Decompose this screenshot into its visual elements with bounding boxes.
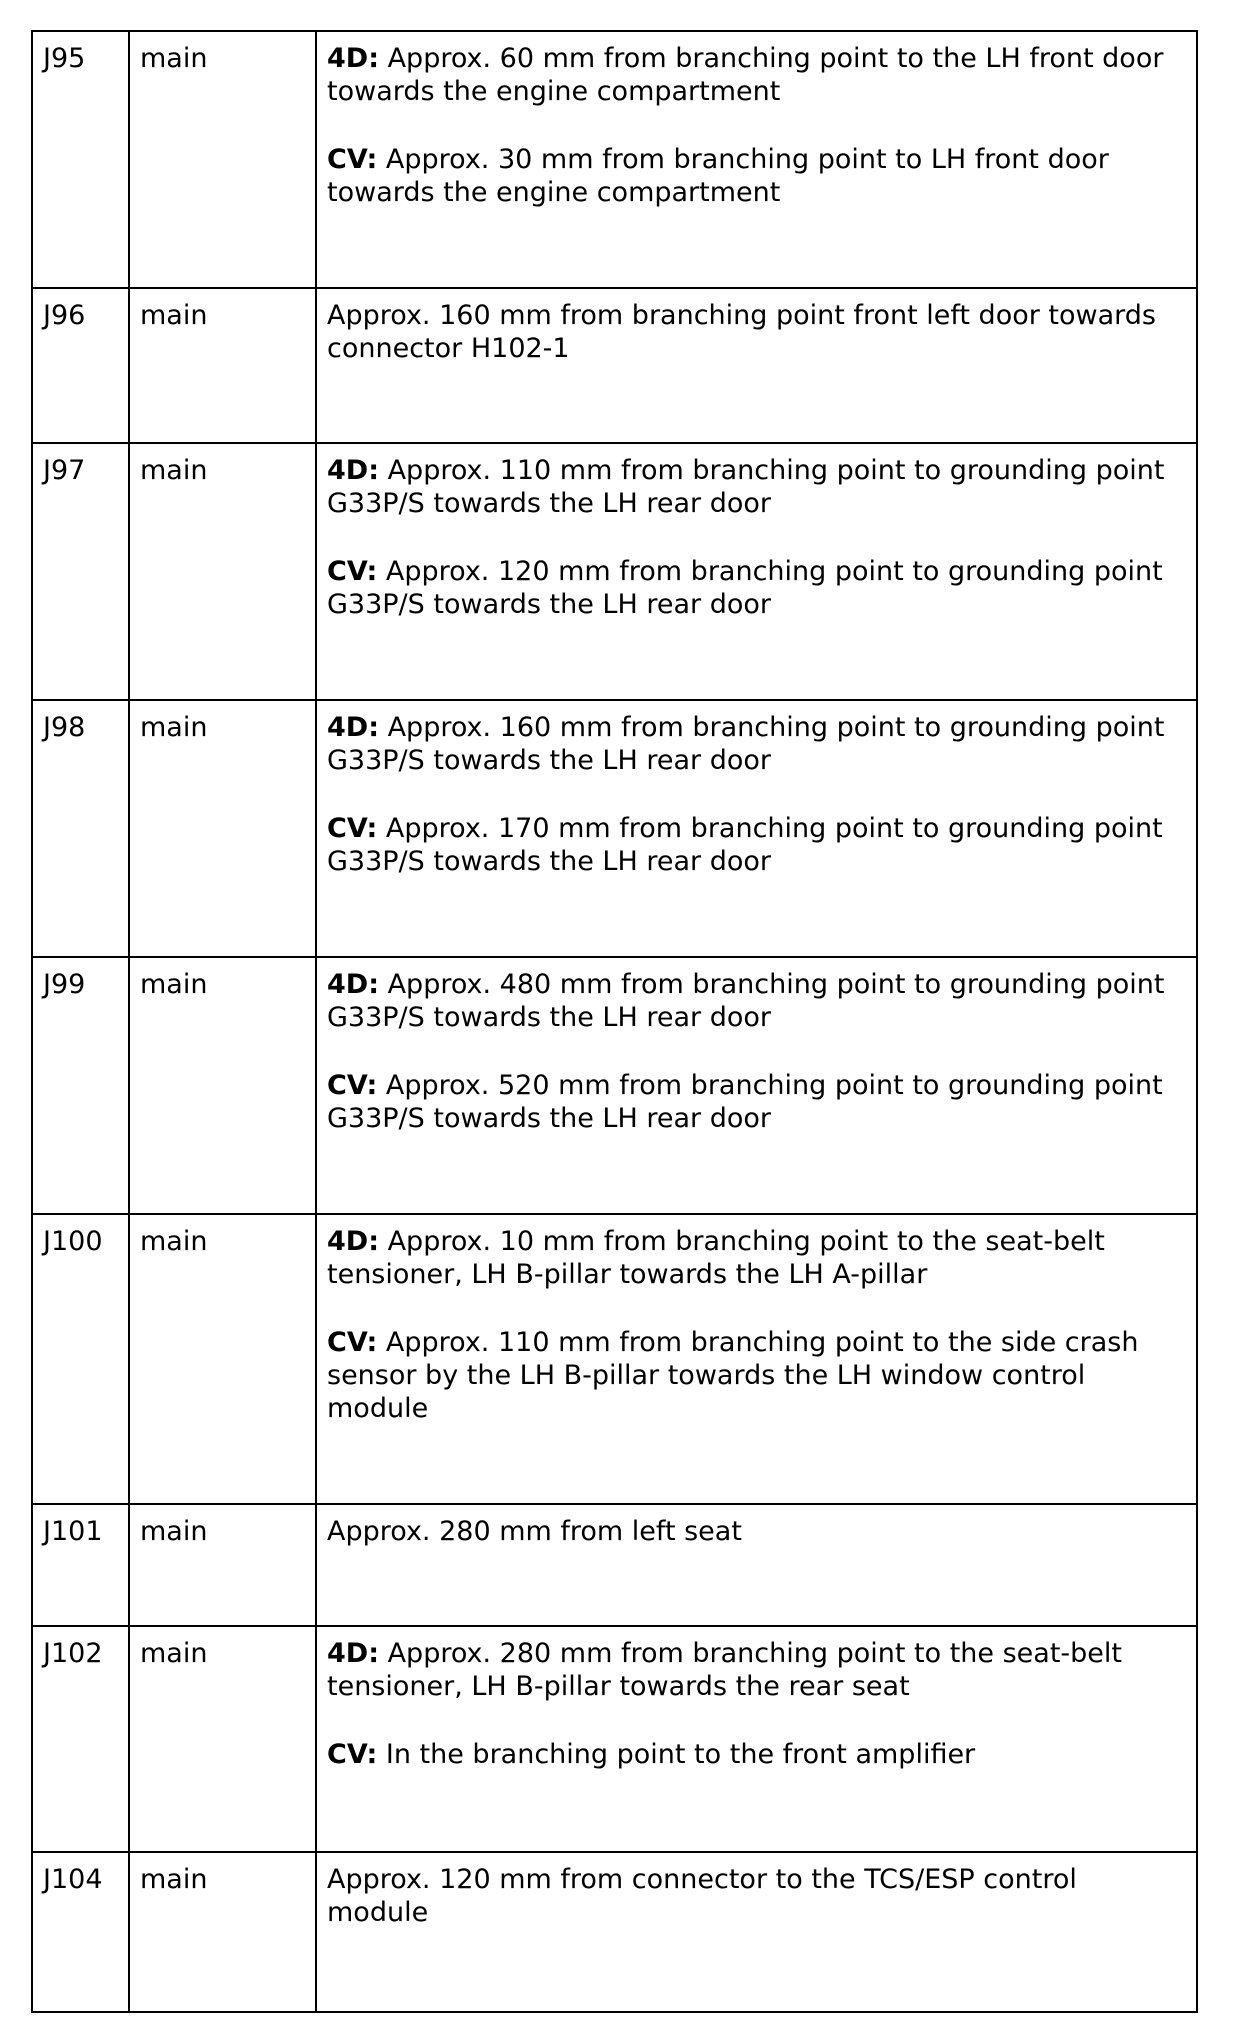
harness-cell: main bbox=[129, 1852, 316, 2012]
variant-prefix: CV: bbox=[327, 813, 378, 844]
location-text: Approx. 170 mm from branching point to grounding point G33P/S towards the LH rear door bbox=[327, 813, 1163, 877]
harness-cell: main bbox=[129, 700, 316, 957]
location-text: Approx. 280 mm from branching point to the seat-belt tensioner, LH B-pillar towards the rear seat bbox=[327, 1638, 1122, 1702]
splice-id-cell: J102 bbox=[32, 1626, 129, 1852]
location-paragraph bbox=[327, 1637, 1186, 1703]
location-paragraph bbox=[327, 555, 1186, 621]
location-paragraph bbox=[327, 812, 1186, 878]
location-paragraph bbox=[327, 1863, 1186, 1929]
splice-id-cell: J96 bbox=[32, 288, 129, 443]
location-paragraph bbox=[327, 1738, 1186, 1771]
location-text: Approx. 120 mm from connector to the TCS/ESP control module bbox=[327, 1864, 1077, 1928]
location-cell bbox=[316, 1852, 1197, 2012]
location-text: Approx. 160 mm from branching point to grounding point G33P/S towards the LH rear door bbox=[327, 712, 1165, 776]
location-paragraph bbox=[327, 143, 1186, 209]
location-text: Approx. 30 mm from branching point to LH front door towards the engine compartment bbox=[327, 144, 1109, 208]
table-row bbox=[32, 957, 1197, 1214]
location-paragraph bbox=[327, 454, 1186, 520]
table-row bbox=[32, 1852, 1197, 2012]
location-paragraph bbox=[327, 42, 1186, 108]
splice-id-cell: J101 bbox=[32, 1504, 129, 1626]
location-cell bbox=[316, 1504, 1197, 1626]
splice-id-cell: J98 bbox=[32, 700, 129, 957]
splice-id-cell: J100 bbox=[32, 1214, 129, 1504]
location-text: Approx. 280 mm from left seat bbox=[327, 1516, 742, 1547]
location-paragraph bbox=[327, 1515, 1186, 1548]
location-paragraph bbox=[327, 299, 1186, 365]
harness-cell: main bbox=[129, 957, 316, 1214]
variant-prefix: 4D: bbox=[327, 1226, 379, 1257]
harness-cell: main bbox=[129, 288, 316, 443]
location-cell bbox=[316, 700, 1197, 957]
location-paragraph bbox=[327, 1326, 1186, 1425]
location-cell bbox=[316, 1214, 1197, 1504]
harness-cell: main bbox=[129, 1626, 316, 1852]
harness-cell: main bbox=[129, 1504, 316, 1626]
variant-prefix: 4D: bbox=[327, 43, 379, 74]
variant-prefix: 4D: bbox=[327, 969, 379, 1000]
table-body bbox=[32, 31, 1197, 2012]
location-paragraph bbox=[327, 1225, 1186, 1291]
location-paragraph bbox=[327, 968, 1186, 1034]
variant-prefix: CV: bbox=[327, 1327, 378, 1358]
location-text: Approx. 120 mm from branching point to grounding point G33P/S towards the LH rear door bbox=[327, 556, 1163, 620]
splice-id-cell: J97 bbox=[32, 443, 129, 700]
variant-prefix: CV: bbox=[327, 1070, 378, 1101]
location-cell bbox=[316, 31, 1197, 288]
table-row bbox=[32, 700, 1197, 957]
location-text: Approx. 110 mm from branching point to the side crash sensor by the LH B-pillar towards the LH window control module bbox=[327, 1327, 1139, 1424]
location-cell bbox=[316, 288, 1197, 443]
splice-location-table bbox=[31, 30, 1198, 2013]
harness-cell: main bbox=[129, 443, 316, 700]
variant-prefix: CV: bbox=[327, 1739, 378, 1770]
location-text: Approx. 160 mm from branching point front left door towards connector H102-1 bbox=[327, 300, 1156, 364]
table-row bbox=[32, 1214, 1197, 1504]
variant-prefix: CV: bbox=[327, 144, 378, 175]
location-paragraph bbox=[327, 1069, 1186, 1135]
location-cell bbox=[316, 957, 1197, 1214]
variant-prefix: 4D: bbox=[327, 1638, 379, 1669]
location-text: Approx. 480 mm from branching point to grounding point G33P/S towards the LH rear door bbox=[327, 969, 1165, 1033]
location-text: Approx. 520 mm from branching point to grounding point G33P/S towards the LH rear door bbox=[327, 1070, 1163, 1134]
table-row bbox=[32, 31, 1197, 288]
table-row bbox=[32, 1504, 1197, 1626]
splice-id-cell: J95 bbox=[32, 31, 129, 288]
variant-prefix: CV: bbox=[327, 556, 378, 587]
table-row bbox=[32, 443, 1197, 700]
splice-id-cell: J104 bbox=[32, 1852, 129, 2012]
variant-prefix: 4D: bbox=[327, 455, 379, 486]
location-text: Approx. 110 mm from branching point to grounding point G33P/S towards the LH rear door bbox=[327, 455, 1165, 519]
splice-id-cell: J99 bbox=[32, 957, 129, 1214]
table-row bbox=[32, 1626, 1197, 1852]
harness-cell: main bbox=[129, 31, 316, 288]
location-paragraph bbox=[327, 711, 1186, 777]
table-row bbox=[32, 288, 1197, 443]
variant-prefix: 4D: bbox=[327, 712, 379, 743]
location-cell bbox=[316, 443, 1197, 700]
location-cell bbox=[316, 1626, 1197, 1852]
harness-cell: main bbox=[129, 1214, 316, 1504]
location-text: Approx. 60 mm from branching point to the LH front door towards the engine compartment bbox=[327, 43, 1164, 107]
location-text: In the branching point to the front amplifier bbox=[377, 1739, 976, 1770]
location-text: Approx. 10 mm from branching point to the seat-belt tensioner, LH B-pillar towards the LH A-pillar bbox=[327, 1226, 1105, 1290]
